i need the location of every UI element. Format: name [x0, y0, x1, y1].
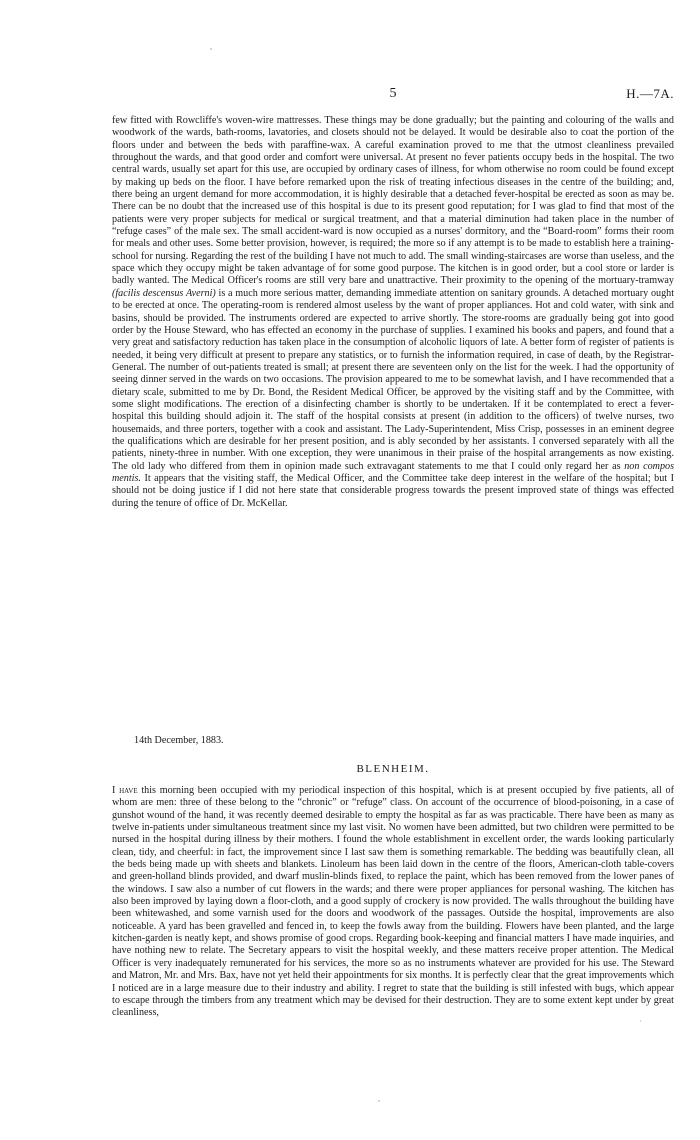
latin-phrase: (facilis descensus Averni) — [112, 287, 216, 299]
document-reference: H.—7A. — [626, 86, 674, 101]
report-text-part-1: few fitted with Rowcliffe's woven-wire mattresses. These things may be done gradually; but the painting and colouring of the walls and woodwork of the wards, bath-rooms, lavatories, and closets should not be delayed. It would be desirable also to coat the portion of the floors under and between the beds with paraffine-wax. A careful examination proved to me that the utmost cleanliness prevailed throughout the wards, and that good order and comfort were universal. At present no fever patients occupy beds in the hospital. The two central wards, usually set apart for this use, are occupied by ordinary cases of illness, for whom otherwise no room could be found except by making up beds on the floor. I have before remarked upon the risk of treating infectious diseases in the centre of the building; and, there being an urgent demand for more accommodation, it is highly desirable that a detached fever-hospital be erected as soon as may be. There can be no doubt that the increased use of this hospital is due to its present good reputation; for I was glad to find that most of the patients were very proper subjects for medical or surgical treatment, and that a material diminution had taken place in the number of “refuge cases” of the male sex. The small accident-ward is now occupied as a nurses' dormitory, and the “Board-room” forms their room for meals and other uses. Some better provision, however, is required; the more so if any attempt is to be made to establish here a training-school for nursing. Regarding the rest of the building I have not much to add. The small winding-staircases are worse than useless, and the space which they occupy might be taken advantage of for some good purpose. The kitchen is in good order, but a cool store or larder is badly wanted. The Medical Officer's rooms are still very bare and unattractive. Their proximity to the opening of the mortuary-tramway — [112, 115, 674, 287]
section-heading: BLENHEIM. — [356, 763, 430, 775]
report-text-part-3: It appears that the visiting staff, the Medical Officer, and the Committee take deep interest in the welfare of the hospital; but I should not be doing justice if I did not here state that considerable progress towards the present improved state of things was effected during the tenure of office of Dr. McKellar. — [112, 472, 674, 509]
blenheim-paragraph — [112, 785, 674, 1020]
latin-phrase-2: non compos mentis. — [112, 460, 675, 484]
page-header — [112, 86, 674, 104]
report-date: 14th December, 1883. — [134, 735, 224, 746]
blenheim-text: this morning been occupied with my periodical inspection of this hospital, which is at present occupied by five patients, all of whom are men: three of these belong to the “chronic” or “refuge” class. On account of the occurrence of blood-poisoning, in a case of gunshot wound of the hand, it was recently deemed desirable to empty the hospital as far as was practicable. There have been as many as twelve in-patients under simultaneous treatment since my last visit. No women have been admitted, but two children were permitted to be nursed in the hospital during illness by their mothers. I found the whole establishment in excellent order, the wards looking particularly clean, tidy, and cheerful: in fact, the improvement since I last saw them is something remarkable. The bedding was beautifully clean, all the beds being made up with sheets and blankets. Linoleum has been laid down in the centre of the floors, American-cloth table-covers and green-holland blinds provided, and dwarf muslin-blinds fixed, to replace the paint, which has been removed from the lower panes of the windows. I saw also a number of cut flowers in the wards; and there were proper appliances for personal washing. The kitchen has also been improved by laying down a floor-cloth, and a good supply of crockery is now provided. The walls throughout the building have been whitewashed, and some varnish used for the doors and woodwork of the passages. Outside the hospital, improvements are also noticeable. A yard has been gravelled and fenced in, to keep the fowls away from the building. Flowers have been planted, and the large kitchen-garden is neatly kept, and shows promise of good crops. Regarding book-keeping and financial matters I have made inquiries, and have nothing new to relate. The Secretary appears to visit the hospital weekly, and these matters receive proper attention. The Medical Officer is very inadequately remunerated for his services, the more so as no instruments whatever are provided for his use. The Steward and Matron, Mr. and Mrs. Bax, have not yet held their appointments for six months. It is perfectly clear that the great improvements which I noticed are in a large measure due to their industry and ability. I regret to state that the building is still infested with bugs, which appear to escape through the timbers from any treatment which may be devised for their destruction. They are to some extent kept under by great cleanliness, — [112, 785, 674, 1019]
lead-words: I have — [112, 785, 138, 796]
report-paragraph — [112, 115, 674, 510]
report-text-part-2: is a much more serious matter, demanding immediate attention on sanitary grounds. A detached mortuary ought to be erected at once. The operating-room is rendered almost useless by the want of proper appliances. Hot and cold water, with sink and basins, should be provided. The instruments ordered are expected to arrive shortly. The store-rooms are gradually being got into good order by the House Steward, who has effected an economy in the purchase of supplies. I examined his books and papers, and found that a very great and satisfactory reduction has taken place in the consumption of alcoholic liquors of late. A better form of register of patients is needed, it being very difficult at present to prepare any statistics, or to furnish the information required, in case of death, by the Registrar-General. The number of out-patients treated is small; at present there are seventeen only on the list for the week. I had the opportunity of seeing dinner served in the wards on two occasions. The provision appeared to me to be somewhat lavish, and I have recommended that a dietary scale, submitted to me by Dr. Bond, the Resident Medical Officer, be approved by the visiting staff and by the Committee, with some slight modifications. The erection of a disinfecting chamber is shortly to be undertaken. If it be contemplated to erect a fever-hospital this building should adjoin it. The staff of the hospital consists at present (in addition to the officers) of twelve nurses, two housemaids, and three porters, together with a cook and assistant. The Lady-Superintendent, Miss Crisp, possesses in an eminent degree the qualifications which are desirable for her present position, and is ably seconded by her assistants. I conversed separately with all the patients, ninety-three in number. With one exception, they were unanimous in their praise of the hospital arrangements as now existing. The old lady who differed from them in opinion made such extravagant statements to me that I could only regard her as — [112, 287, 675, 472]
page-number: 5 — [389, 86, 397, 101]
